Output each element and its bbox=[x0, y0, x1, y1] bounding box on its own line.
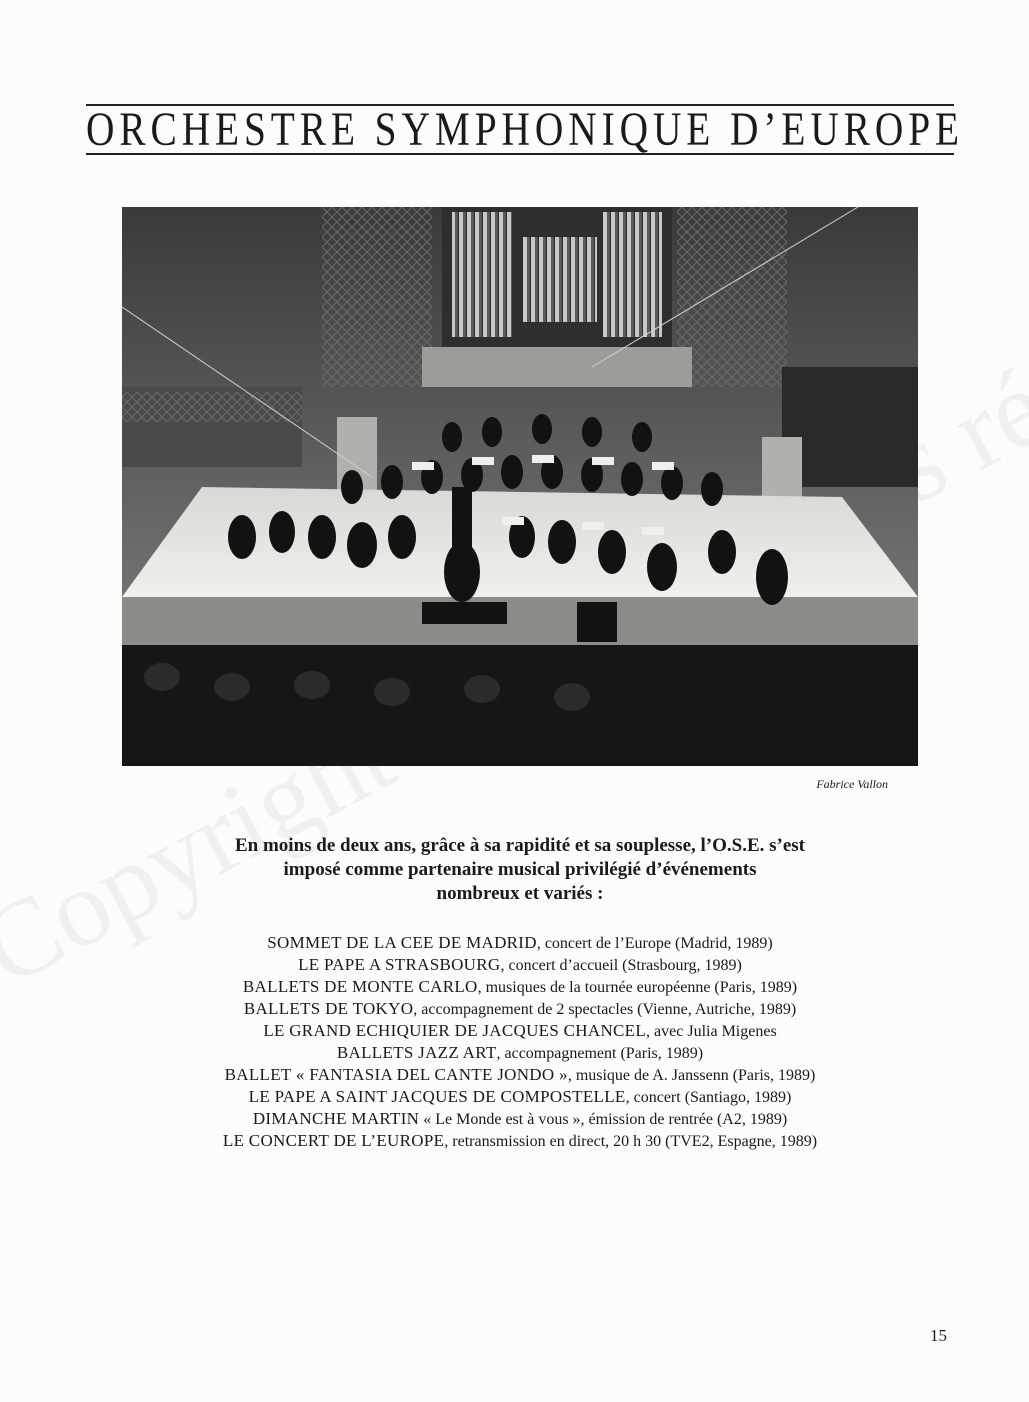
event-detail: , musique de A. Janssenn (Paris, 1989) bbox=[567, 1067, 816, 1084]
photo-credit: Fabrice Vallon bbox=[816, 777, 888, 791]
event-item bbox=[120, 1064, 920, 1086]
event-name: BALLETS JAZZ ART bbox=[336, 1043, 497, 1062]
event-name: BALLET « FANTASIA DEL CANTE JONDO » bbox=[224, 1065, 568, 1084]
event-detail: « Le Monde est à vous », émission de rentrée (A2, 1989) bbox=[419, 1111, 788, 1128]
orchestra-photo-illustration bbox=[122, 207, 918, 766]
event-item bbox=[120, 998, 920, 1020]
event-detail: , musiques de la tournée européenne (Paris, 1989) bbox=[477, 979, 798, 996]
events-list bbox=[120, 932, 920, 1152]
intro-line: imposé comme partenaire musical privilégié d’événements bbox=[283, 859, 757, 880]
event-detail: , avec Julia Migenes bbox=[646, 1023, 777, 1040]
event-name: LE PAPE A SAINT JACQUES DE COMPOSTELLE bbox=[248, 1087, 626, 1106]
event-detail: , concert d’accueil (Strasbourg, 1989) bbox=[500, 957, 742, 974]
event-detail: , concert de l’Europe (Madrid, 1989) bbox=[536, 935, 773, 952]
event-item bbox=[120, 932, 920, 954]
title-rule-bottom bbox=[86, 153, 954, 155]
intro-paragraph bbox=[120, 834, 920, 906]
event-detail: , accompagnement de 2 spectacles (Vienne, Autriche, 1989) bbox=[413, 1001, 797, 1018]
event-name: BALLETS DE MONTE CARLO bbox=[242, 977, 478, 996]
event-name: SOMMET DE LA CEE DE MADRID bbox=[267, 933, 537, 952]
page-title: ORCHESTRE SYMPHONIQUE D’EUROPE bbox=[86, 103, 964, 156]
event-item bbox=[120, 1130, 920, 1152]
intro-line: nombreux et variés : bbox=[436, 883, 604, 904]
page-number: 15 bbox=[930, 1326, 947, 1345]
event-detail: , accompagnement (Paris, 1989) bbox=[496, 1045, 704, 1062]
event-item bbox=[120, 1042, 920, 1064]
intro-line: En moins de deux ans, grâce à sa rapidité et sa souplesse, l’O.S.E. s’est bbox=[234, 835, 806, 856]
event-item bbox=[120, 954, 920, 976]
event-item bbox=[120, 1086, 920, 1108]
event-item bbox=[120, 1020, 920, 1042]
event-name: LE GRAND ECHIQUIER DE JACQUES CHANCEL bbox=[263, 1021, 647, 1040]
event-detail: , retransmission en direct, 20 h 30 (TVE2, Espagne, 1989) bbox=[444, 1133, 818, 1150]
event-detail: , concert (Santiago, 1989) bbox=[625, 1089, 792, 1106]
event-name: LE CONCERT DE L’EUROPE bbox=[222, 1131, 445, 1150]
event-item bbox=[120, 976, 920, 998]
event-name: DIMANCHE MARTIN bbox=[252, 1109, 420, 1128]
event-name: BALLETS DE TOKYO bbox=[243, 999, 414, 1018]
event-item bbox=[120, 1108, 920, 1130]
orchestra-photo bbox=[122, 207, 918, 766]
event-name: LE PAPE A STRASBOURG bbox=[298, 955, 501, 974]
